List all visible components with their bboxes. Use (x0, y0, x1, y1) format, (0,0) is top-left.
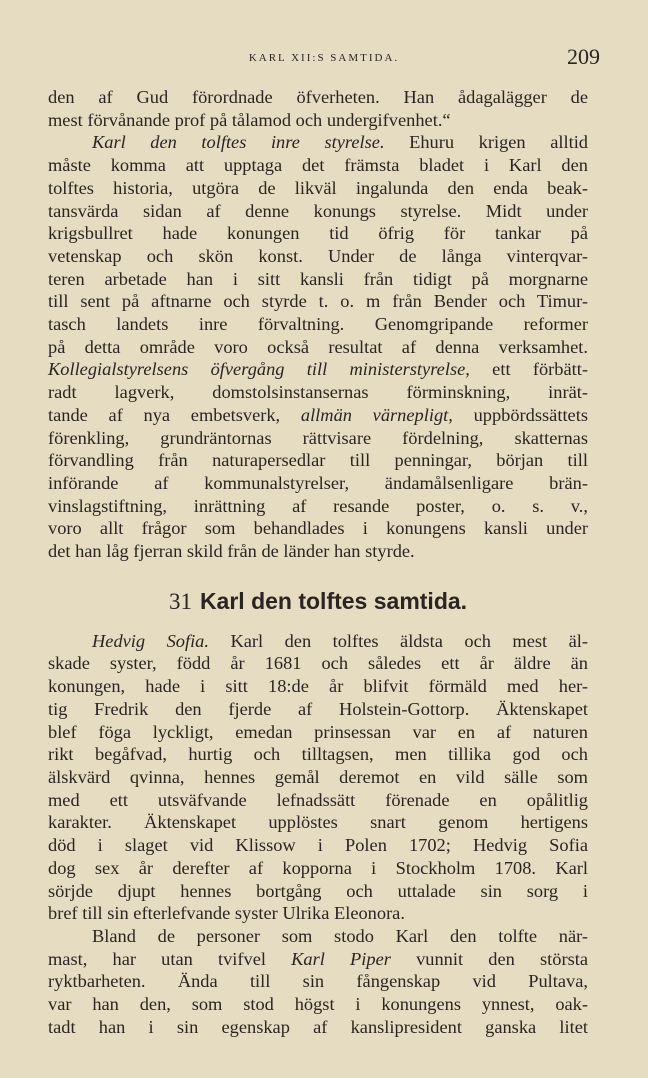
text-line: krigsbullret hade konungen tid öfrig för tankar på (48, 223, 588, 244)
text-line: med ett utsväfvande lefnadssätt förenade en opålitlig (48, 789, 588, 810)
section-heading (48, 587, 588, 616)
text-line: införande af kommunalstyrelser, ändamålsenligare brän- (48, 472, 588, 493)
text-line: tansvärda sidan af denne konungs styrelse. Midt under (48, 200, 588, 221)
text-line: dog sex år derefter af kopporna i Stockholm 1708. Karl (48, 857, 588, 878)
text-line: konungen, hade i sitt 18:de år blifvit förmäld med her- (48, 676, 588, 697)
text-line: skade syster, född år 1681 och således ett år äldre än (48, 653, 588, 674)
text-line: blef föga lyckligt, emedan prinsessan var en af naturen (48, 721, 588, 742)
text-line: teren arbetade han i sitt kansli från tidigt på morgnarne (48, 268, 588, 289)
text-line: var han den, som stod högst i konungens ynnest, oak- (48, 994, 588, 1015)
italic-phrase: allmän värnepligt, (300, 404, 453, 425)
paragraph-inner-rule (48, 131, 588, 562)
text-line: på detta område voro också resultat af denna verksamhet. (48, 336, 588, 357)
text-line (48, 948, 588, 971)
text-line (48, 131, 588, 154)
italic-name: Karl Piper (291, 948, 391, 969)
text-line: tasch landets inre förvaltning. Genomgripande reformer (48, 314, 588, 335)
text-line: ryktbarheten. Ända till sin fångenskap vid Pultava, (48, 971, 588, 992)
text-run: Ehuru krigen alltid (384, 132, 588, 153)
text-line: det han låg fjerran skild från de länder han styrde. (48, 541, 415, 562)
text-line: måste komma att upptaga det främsta bladet i Karl den (48, 155, 588, 176)
paragraph-karl-piper (48, 925, 588, 1039)
text-line: voro allt frågor som behandlades i konungens kansli under (48, 518, 588, 539)
text-line: Bland de personer som stodo Karl den tolfte när- (92, 925, 588, 946)
text-line: den af Gud förordnade öfverheten. Han ådagalägger de (48, 87, 588, 107)
text-line: vinslagstiftning, inrättning af resande poster, o. s. v., (48, 495, 588, 516)
text-line: till sent på aftnarne och styrde t. o. m från Bender och Timur- (48, 291, 588, 312)
text-line: karakter. Äktenskapet upplöstes snart genom hertigens (48, 812, 588, 833)
text-line: vetenskap och skön konst. Under de långa vinterqvar- (48, 245, 588, 266)
text-run: uppbördssättets (452, 404, 588, 425)
text-line: tig Fredrik den fjerde af Holstein-Gottorp. Äktenskapet (48, 698, 588, 719)
text-line: död i slaget vid Klissow i Polen 1702; Hedvig Sofia (48, 835, 588, 856)
section-number: 31 (168, 588, 192, 614)
page-number: 209 (567, 44, 600, 69)
text-run: ett förbätt- (469, 359, 588, 380)
text-line: tolftes historia, utgöra de likväl ingalunda den enda beak- (48, 177, 588, 198)
section-title: Karl den tolftes samtida. (199, 587, 468, 614)
text-line (48, 630, 588, 653)
text-line: mest förvånande prof på tålamod och undergifvenhet.“ (48, 109, 451, 130)
text-run: vunnit den största (390, 948, 588, 969)
text-line: förenkling, grundräntornas rättvisare fördelning, skatternas (48, 427, 588, 448)
text-line: bref till sin efterlefvande syster Ulrika Eleonora. (48, 903, 405, 924)
italic-phrase: Kollegialstyrelsens öfvergång till ministerstyrelse, (48, 359, 470, 380)
italic-lead: Karl den tolftes inre styrelse. (92, 132, 385, 153)
text-line: tadt han i sin egenskap af kanslipresident ganska litet (48, 1016, 588, 1037)
text-line (48, 358, 588, 381)
text-line: radt lagverk, domstolsinstansernas förminskning, inrät- (48, 382, 588, 403)
text-run: mast, har utan tvifvel (48, 948, 292, 969)
running-head: KARL XII:S SAMTIDA. (248, 52, 400, 64)
page-header (48, 44, 600, 74)
text-line (48, 404, 588, 427)
paragraph-continuation (48, 86, 588, 131)
text-line: älskvärd qvinna, hennes gemål deremot en vild sälle som (48, 766, 588, 787)
paragraph-hedvig-sofia (48, 630, 588, 925)
text-line: förvandling från naturapersedlar till penningar, början till (48, 450, 588, 471)
text-run: Karl den tolftes äldsta och mest äl- (208, 630, 589, 651)
text-line: rikt begåfvad, hurtig och tilltagsen, men tillika god och (48, 744, 588, 765)
italic-lead: Hedvig Sofia. (92, 630, 209, 651)
text-run: tande af nya embetsverk, (48, 404, 301, 425)
body-text (48, 86, 588, 1038)
text-line: sörjde djupt hennes bortgång och uttalade sin sorg i (48, 880, 588, 901)
